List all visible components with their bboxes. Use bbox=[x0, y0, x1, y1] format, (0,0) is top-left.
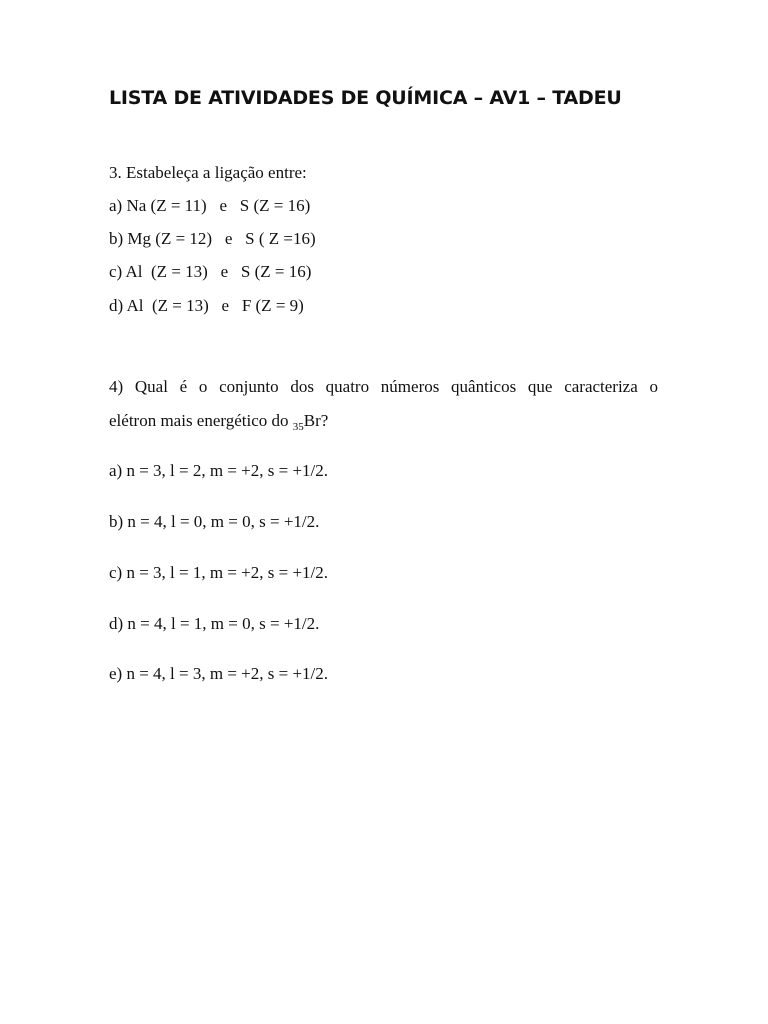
element-symbol: Br? bbox=[303, 411, 329, 430]
question-4-prompt-text: elétron mais energético do bbox=[109, 411, 293, 430]
question-3-item-c: c) Al (Z = 13) e S (Z = 16) bbox=[109, 262, 312, 281]
atomic-number-subscript: 35 bbox=[292, 421, 304, 433]
question-4-option-a: a) n = 3, l = 2, m = +2, s = +1/2. bbox=[109, 461, 329, 480]
question-3-item-a: a) Na (Z = 11) e S (Z = 16) bbox=[109, 196, 311, 215]
question-4-prompt-line2 bbox=[109, 411, 328, 431]
question-3-item-b: b) Mg (Z = 12) e S ( Z =16) bbox=[109, 229, 316, 248]
question-4-prompt-line1: 4) Qual é o conjunto dos quatro números quânticos que caracteriza o bbox=[109, 377, 658, 396]
question-4-option-d: d) n = 4, l = 1, m = 0, s = +1/2. bbox=[109, 614, 320, 633]
document-title: LISTA DE ATIVIDADES DE QUÍMICA – AV1 – TADEU bbox=[109, 87, 622, 109]
question-4-option-c: c) n = 3, l = 1, m = +2, s = +1/2. bbox=[109, 563, 329, 582]
question-3-prompt: 3. Estabeleça a ligação entre: bbox=[109, 163, 307, 182]
question-3-item-d: d) Al (Z = 13) e F (Z = 9) bbox=[109, 296, 304, 315]
question-4-option-b: b) n = 4, l = 0, m = 0, s = +1/2. bbox=[109, 512, 320, 531]
question-4-option-e: e) n = 4, l = 3, m = +2, s = +1/2. bbox=[109, 664, 329, 683]
